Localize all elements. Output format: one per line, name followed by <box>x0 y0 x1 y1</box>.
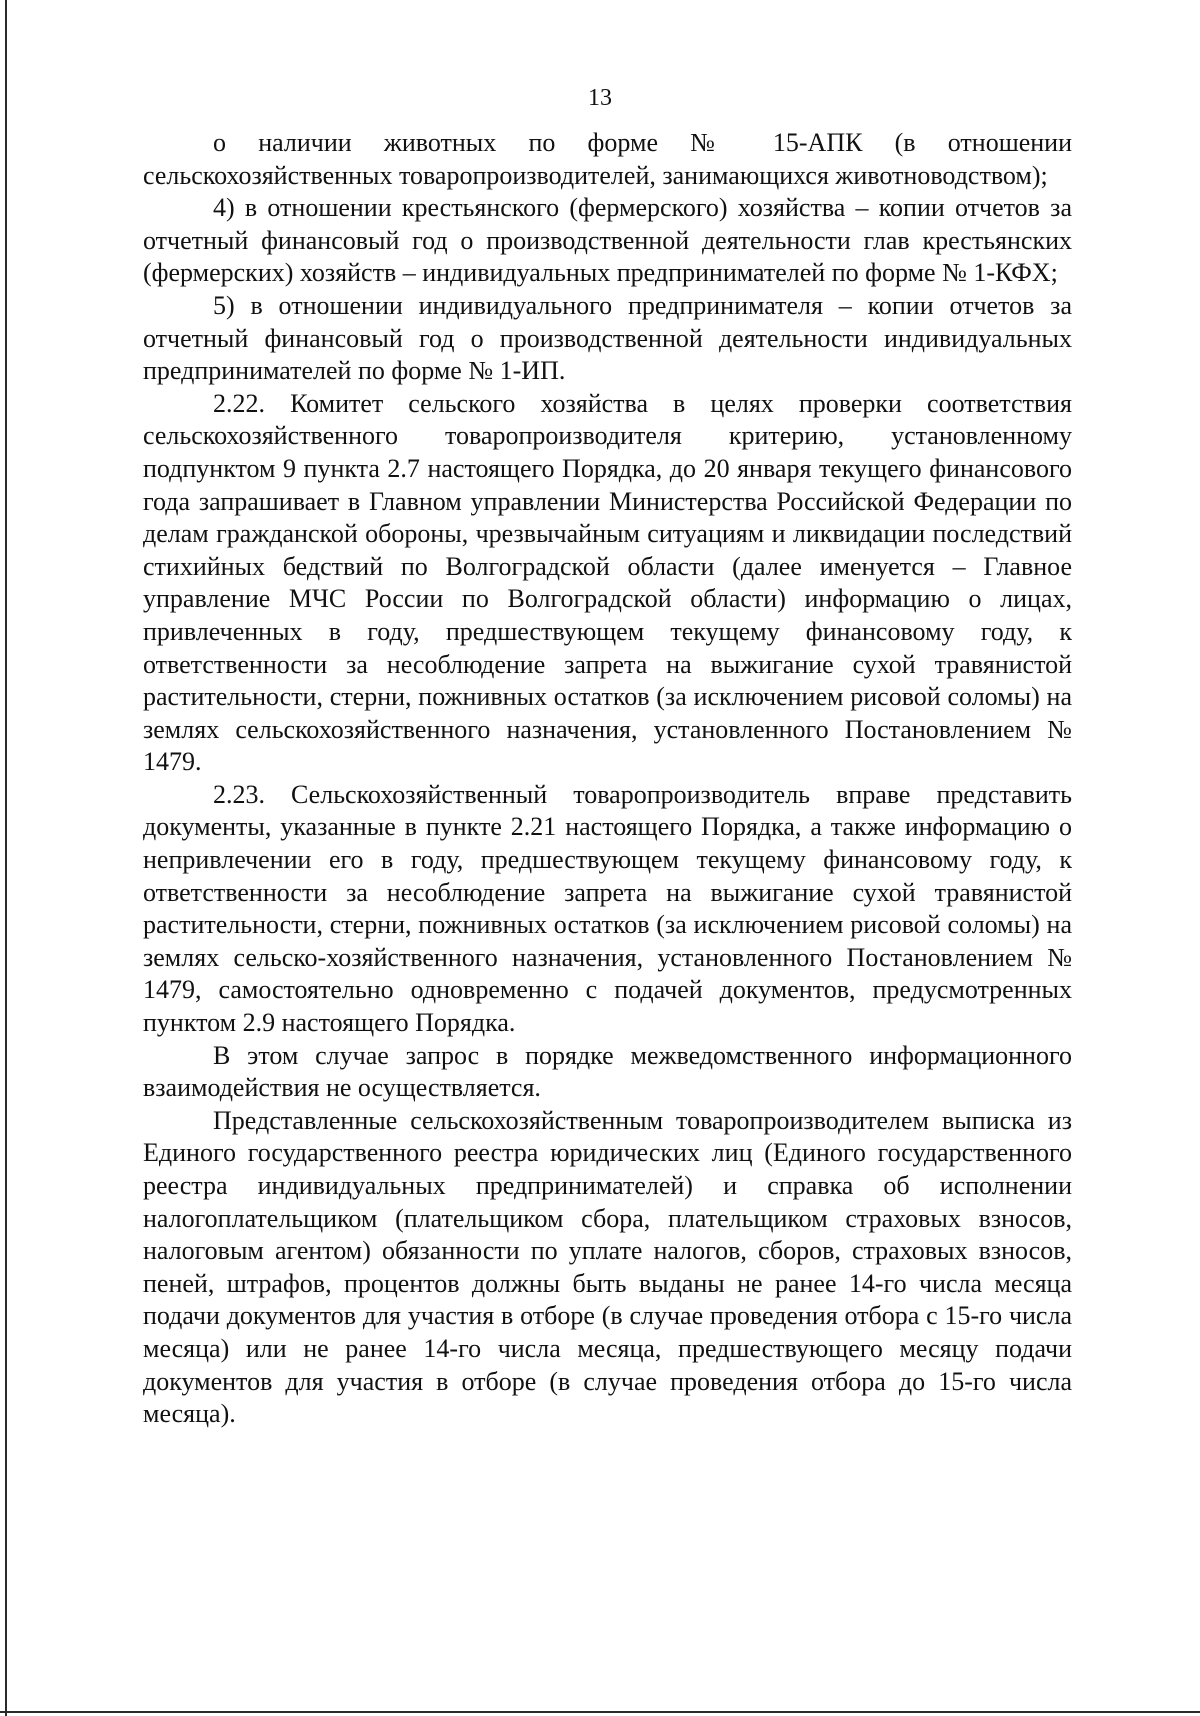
paragraph-2-22: 2.22. Комитет сельского хозяйства в целях проверки соответствия сельскохозяйственного товаропроизводителя критерию, установленному подпунктом 9 пункта 2.7 настоящего Порядка, до 20 января текущего финансового года запрашивает в Главном управлении Министерства Российской Федерации по делам гражданской обороны, чрезвычайным ситуациям и ликвидации последствий стихийных бедствий по Волгоградской области (далее именуется – Главное управление МЧС России по Волгоградской области) информацию о лицах, привлеченных в году, предшествующем текущему финансовому году, к ответственности за несоблюдение запрета на выжигание сухой травянистой растительности, стерни, пожнивных остатков (за исключением рисовой соломы) на землях сельскохозяйственного назначения, установленного Постановлением № 1479. <box>143 388 1072 777</box>
paragraph-item-4: 4) в отношении крестьянского (фермерского) хозяйства – копии отчетов за отчетный финансовый год о производственной деятельности глав крестьянских (фермерских) хозяйств – индивидуальных предпринимателей по форме № 1-КФХ; <box>143 193 1072 288</box>
paragraph-no-request: В этом случае запрос в порядке межведомственного информационного взаимодействия не осуществляется. <box>143 1040 1072 1103</box>
paragraph-animal-form: о наличии животных по форме № 15-АПК (в отношении сельскохозяйственных товаропроизводителей, занимающихся животноводством); <box>143 128 1072 190</box>
scan-edge-bottom <box>0 1711 1200 1713</box>
page-number: 13 <box>588 85 612 111</box>
scan-edge-left <box>5 0 7 1716</box>
document-body <box>143 127 1072 1431</box>
paragraph-item-5: 5) в отношении индивидуального предпринимателя – копии отчетов за отчетный финансовый год о производственной деятельности индивидуальных предпринимателей по форме № 1-ИП. <box>143 290 1072 386</box>
paragraph-2-23: 2.23. Сельскохозяйственный товаропроизводитель вправе представить документы, указанные в пункте 2.21 настоящего Порядка, а также информацию о непривлечении его в году, предшествующем текущему финансовому году, к ответственности за несоблюдение запрета на выжигание сухой травянистой растительности, стерни, пожнивных остатков (за исключением рисовой соломы) на землях сельско-хозяйственного назначения, установленного Постановлением № 1479, самостоятельно одновременно с подачей документов, предусмотренных пунктом 2.9 настоящего Порядка. <box>143 779 1072 1038</box>
paragraph-extract-validity: Представленные сельскохозяйственным товаропроизводителем выписка из Единого государственного реестра юридических лиц (Единого государственного реестра индивидуальных предпринимателей) и справка об исполнении налогоплательщиком (плательщиком сбора, плательщиком страховых взносов, налоговым агентом) обязанности по уплате налогов, сборов, страховых взносов, пеней, штрафов, процентов должны быть выданы не ранее 14-го числа месяца подачи документов для участия в отборе (в случае проведения отбора с 15-го числа месяца) или не ранее 14-го числа месяца, предшествующего месяцу подачи документов для участия в отборе (в случае проведения отбора до 15-го числа месяца). <box>143 1105 1072 1429</box>
